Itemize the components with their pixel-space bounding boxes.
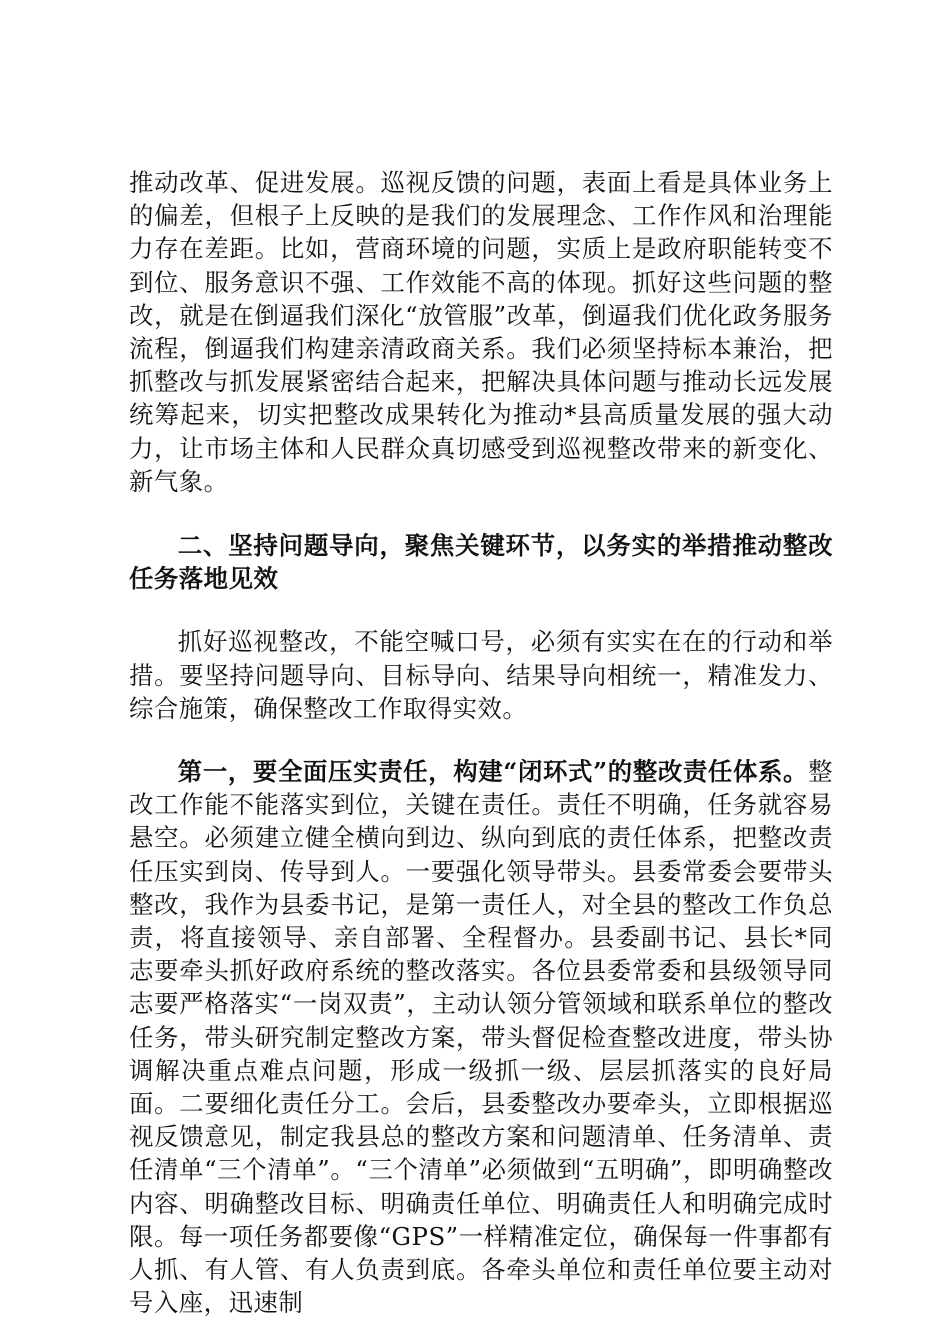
document-page (129, 166, 833, 1320)
paragraph-body-text: 整改工作能不能落实到位，关键在责任。责任不明确，任务就容易悬空。必须建立健全横向到边、纵向到底的责任体系，把整改责任压实到岗、传导到人。一要强化领导带头。县委常委会要带头整改，我作为县委书记，是第一责任人，对全县的整改工作负总责，将直接领导、亲自部署、全程督办。县委副书记、县长*同志要牵头抓好政府系统的整改落实。各位县委常委和县级领导同志要严格落实“一岗双责”，主动认领分管领域和联系单位的整改任务，带头研究制定整改方案，带头督促检查整改进度，带头协调解决重点难点问题，形成一级抓一级、层层抓落实的良好局面。二要细化责任分工。会后，县委整改办要牵头，立即根据巡视反馈意见，制定我县总的整改方案和问题清单、任务清单、责任清单“三个清单”。“三个清单”必须做到“五明确”，即明确整改内容、明确整改目标、明确责任单位、明确责任人和明确完成时限。每一项任务都要像“GPS”一样精准定位，确保每一件事都有人抓、有人管、有人负责到底。各牵头单位和责任单位要主动对号入座，迅速制 (129, 757, 833, 1318)
paragraph-responsibility (129, 755, 833, 1319)
paragraph-lead-sentence: 第一，要全面压实责任，构建“闭环式”的整改责任体系。 (177, 757, 809, 787)
paragraph-problem-oriented: 抓好巡视整改，不能空喊口号，必须有实实在在的行动和举措。要坚持问题导向、目标导向、结果导向相统一，精准发力、综合施策，确保整改工作取得实效。 (129, 627, 833, 723)
paragraph-reform-development: 推动改革、促进发展。巡视反馈的问题，表面上看是具体业务上的偏差，但根子上反映的是我们的发展理念、工作作风和治理能力存在差距。比如，营商环境的问题，实质上是政府职能转变不到位、服务意识不强、工作效能不高的体现。抓好这些问题的整改，就是在倒逼我们深化“放管服”改革，倒逼我们优化政务服务流程，倒逼我们构建亲清政商关系。我们必须坚持标本兼治，把抓整改与抓发展紧密结合起来，把解决具体问题与推动长远发展统筹起来，切实把整改成果转化为推动*县高质量发展的强大动力，让市场主体和人民群众真切感受到巡视整改带来的新变化、新气象。 (129, 168, 833, 496)
section-heading-2: 二、坚持问题导向，聚焦关键环节，以务实的举措推动整改任务落地见效 (129, 531, 833, 594)
